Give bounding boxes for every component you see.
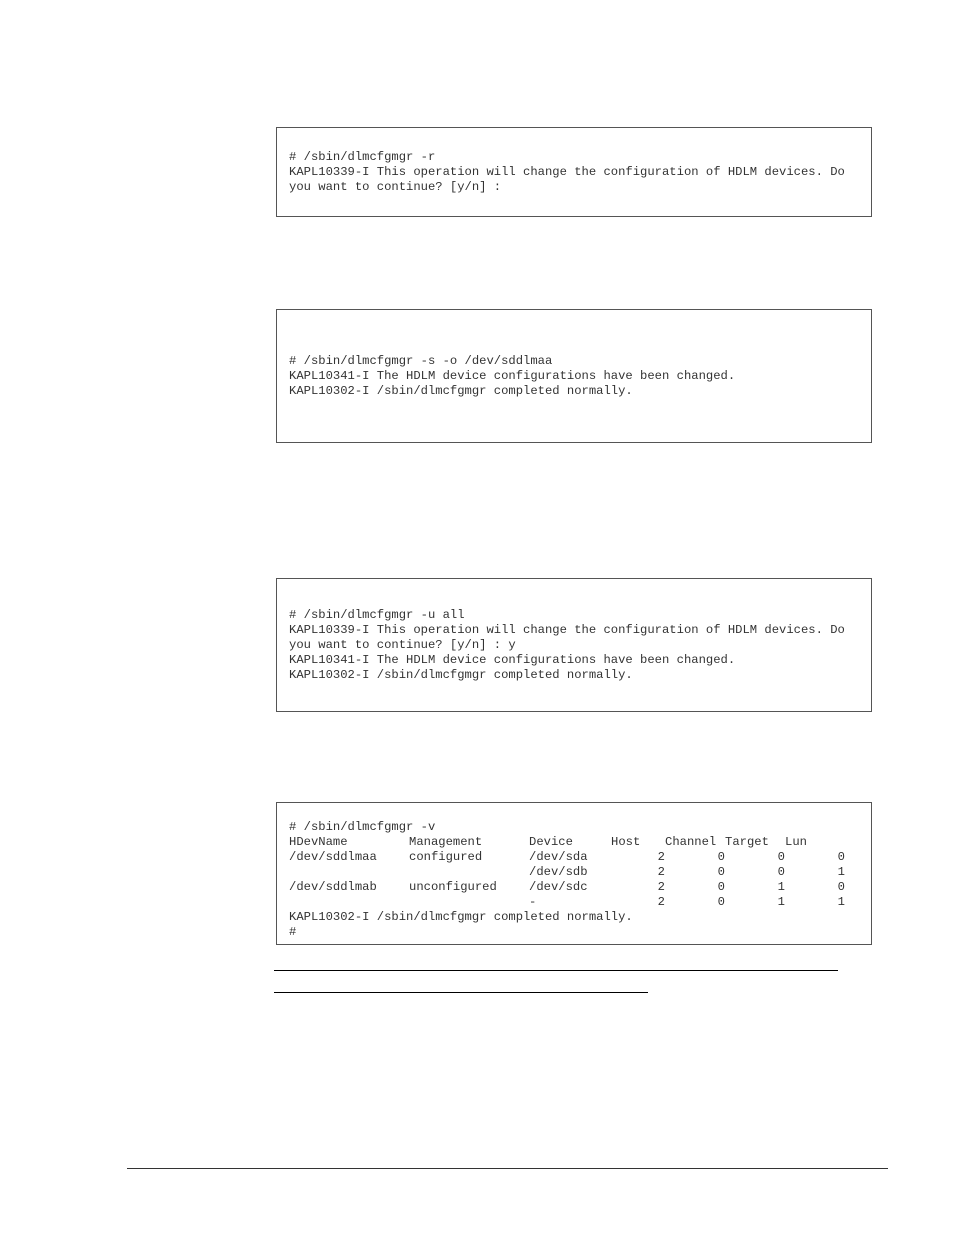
table-cell (289, 895, 409, 910)
table-cell: configured (409, 850, 483, 864)
device-table (289, 835, 845, 910)
table-cell: unconfigured (409, 880, 497, 894)
table-cell: 0 (837, 880, 845, 894)
column-header: Lun (785, 835, 807, 849)
code-line: KAPL10302-I /sbin/dlmcfgmgr completed normally. (289, 668, 633, 682)
code-block-view (276, 802, 872, 945)
code-line: KAPL10341-I The HDLM device configurations have been changed. (289, 653, 736, 667)
underline-rule (274, 970, 838, 971)
code-line: KAPL10339-I This operation will change the configuration of HDLM devices. Do (289, 623, 845, 637)
code-line: # /sbin/dlmcfgmgr -v (289, 820, 436, 834)
table-cell: /dev/sda (529, 850, 588, 864)
table-cell (289, 865, 409, 880)
code-line: # /sbin/dlmcfgmgr -s -o /dev/sddlmaa (289, 354, 553, 368)
table-row (289, 850, 845, 865)
table-cell: /dev/sddlmab (289, 880, 377, 894)
table-cell: 2 (657, 865, 665, 879)
table-cell: 0 (777, 865, 785, 879)
table-cell: 0 (717, 880, 725, 894)
code-line: # (289, 925, 297, 939)
table-cell (409, 865, 529, 880)
code-line: KAPL10339-I This operation will change the configuration of HDLM devices. Do (289, 165, 845, 179)
table-cell: 1 (777, 880, 785, 894)
table-cell (409, 895, 529, 910)
column-header: Management (409, 835, 483, 849)
column-header: HDevName (289, 835, 348, 849)
table-cell: 0 (837, 850, 845, 864)
code-line: # /sbin/dlmcfgmgr -r (289, 150, 436, 164)
column-header: Host (611, 835, 641, 849)
table-cell: 1 (837, 895, 845, 909)
table-cell: 0 (717, 865, 725, 879)
code-line: KAPL10341-I The HDLM device configurations have been changed. (289, 369, 736, 383)
table-cell: 2 (657, 895, 665, 909)
column-header: Channel (665, 835, 717, 849)
table-cell: 0 (717, 895, 725, 909)
footer-rule (127, 1168, 888, 1169)
code-line: you want to continue? [y/n] : y (289, 638, 516, 652)
table-cell: 2 (657, 880, 665, 894)
underline-rule (274, 992, 648, 993)
code-block-refresh (276, 127, 872, 217)
table-cell: 0 (777, 850, 785, 864)
code-line: KAPL10302-I /sbin/dlmcfgmgr completed normally. (289, 384, 633, 398)
table-cell: 0 (717, 850, 725, 864)
table-cell: 1 (777, 895, 785, 909)
table-cell: /dev/sdb (529, 865, 588, 879)
table-cell: /dev/sdc (529, 880, 588, 894)
table-header-row (289, 835, 845, 850)
code-block-set (276, 309, 872, 443)
table-cell: /dev/sddlmaa (289, 850, 377, 864)
column-header: Device (529, 835, 573, 849)
table-cell: - (529, 895, 537, 909)
code-line: KAPL10302-I /sbin/dlmcfgmgr completed normally. (289, 910, 633, 924)
table-row (289, 895, 845, 910)
table-cell: 2 (657, 850, 665, 864)
code-line: you want to continue? [y/n] : (289, 180, 502, 194)
table-row (289, 865, 845, 880)
code-block-unset (276, 578, 872, 712)
code-line: # /sbin/dlmcfgmgr -u all (289, 608, 465, 622)
column-header: Target (725, 835, 769, 849)
table-row (289, 880, 845, 895)
table-cell: 1 (837, 865, 845, 879)
